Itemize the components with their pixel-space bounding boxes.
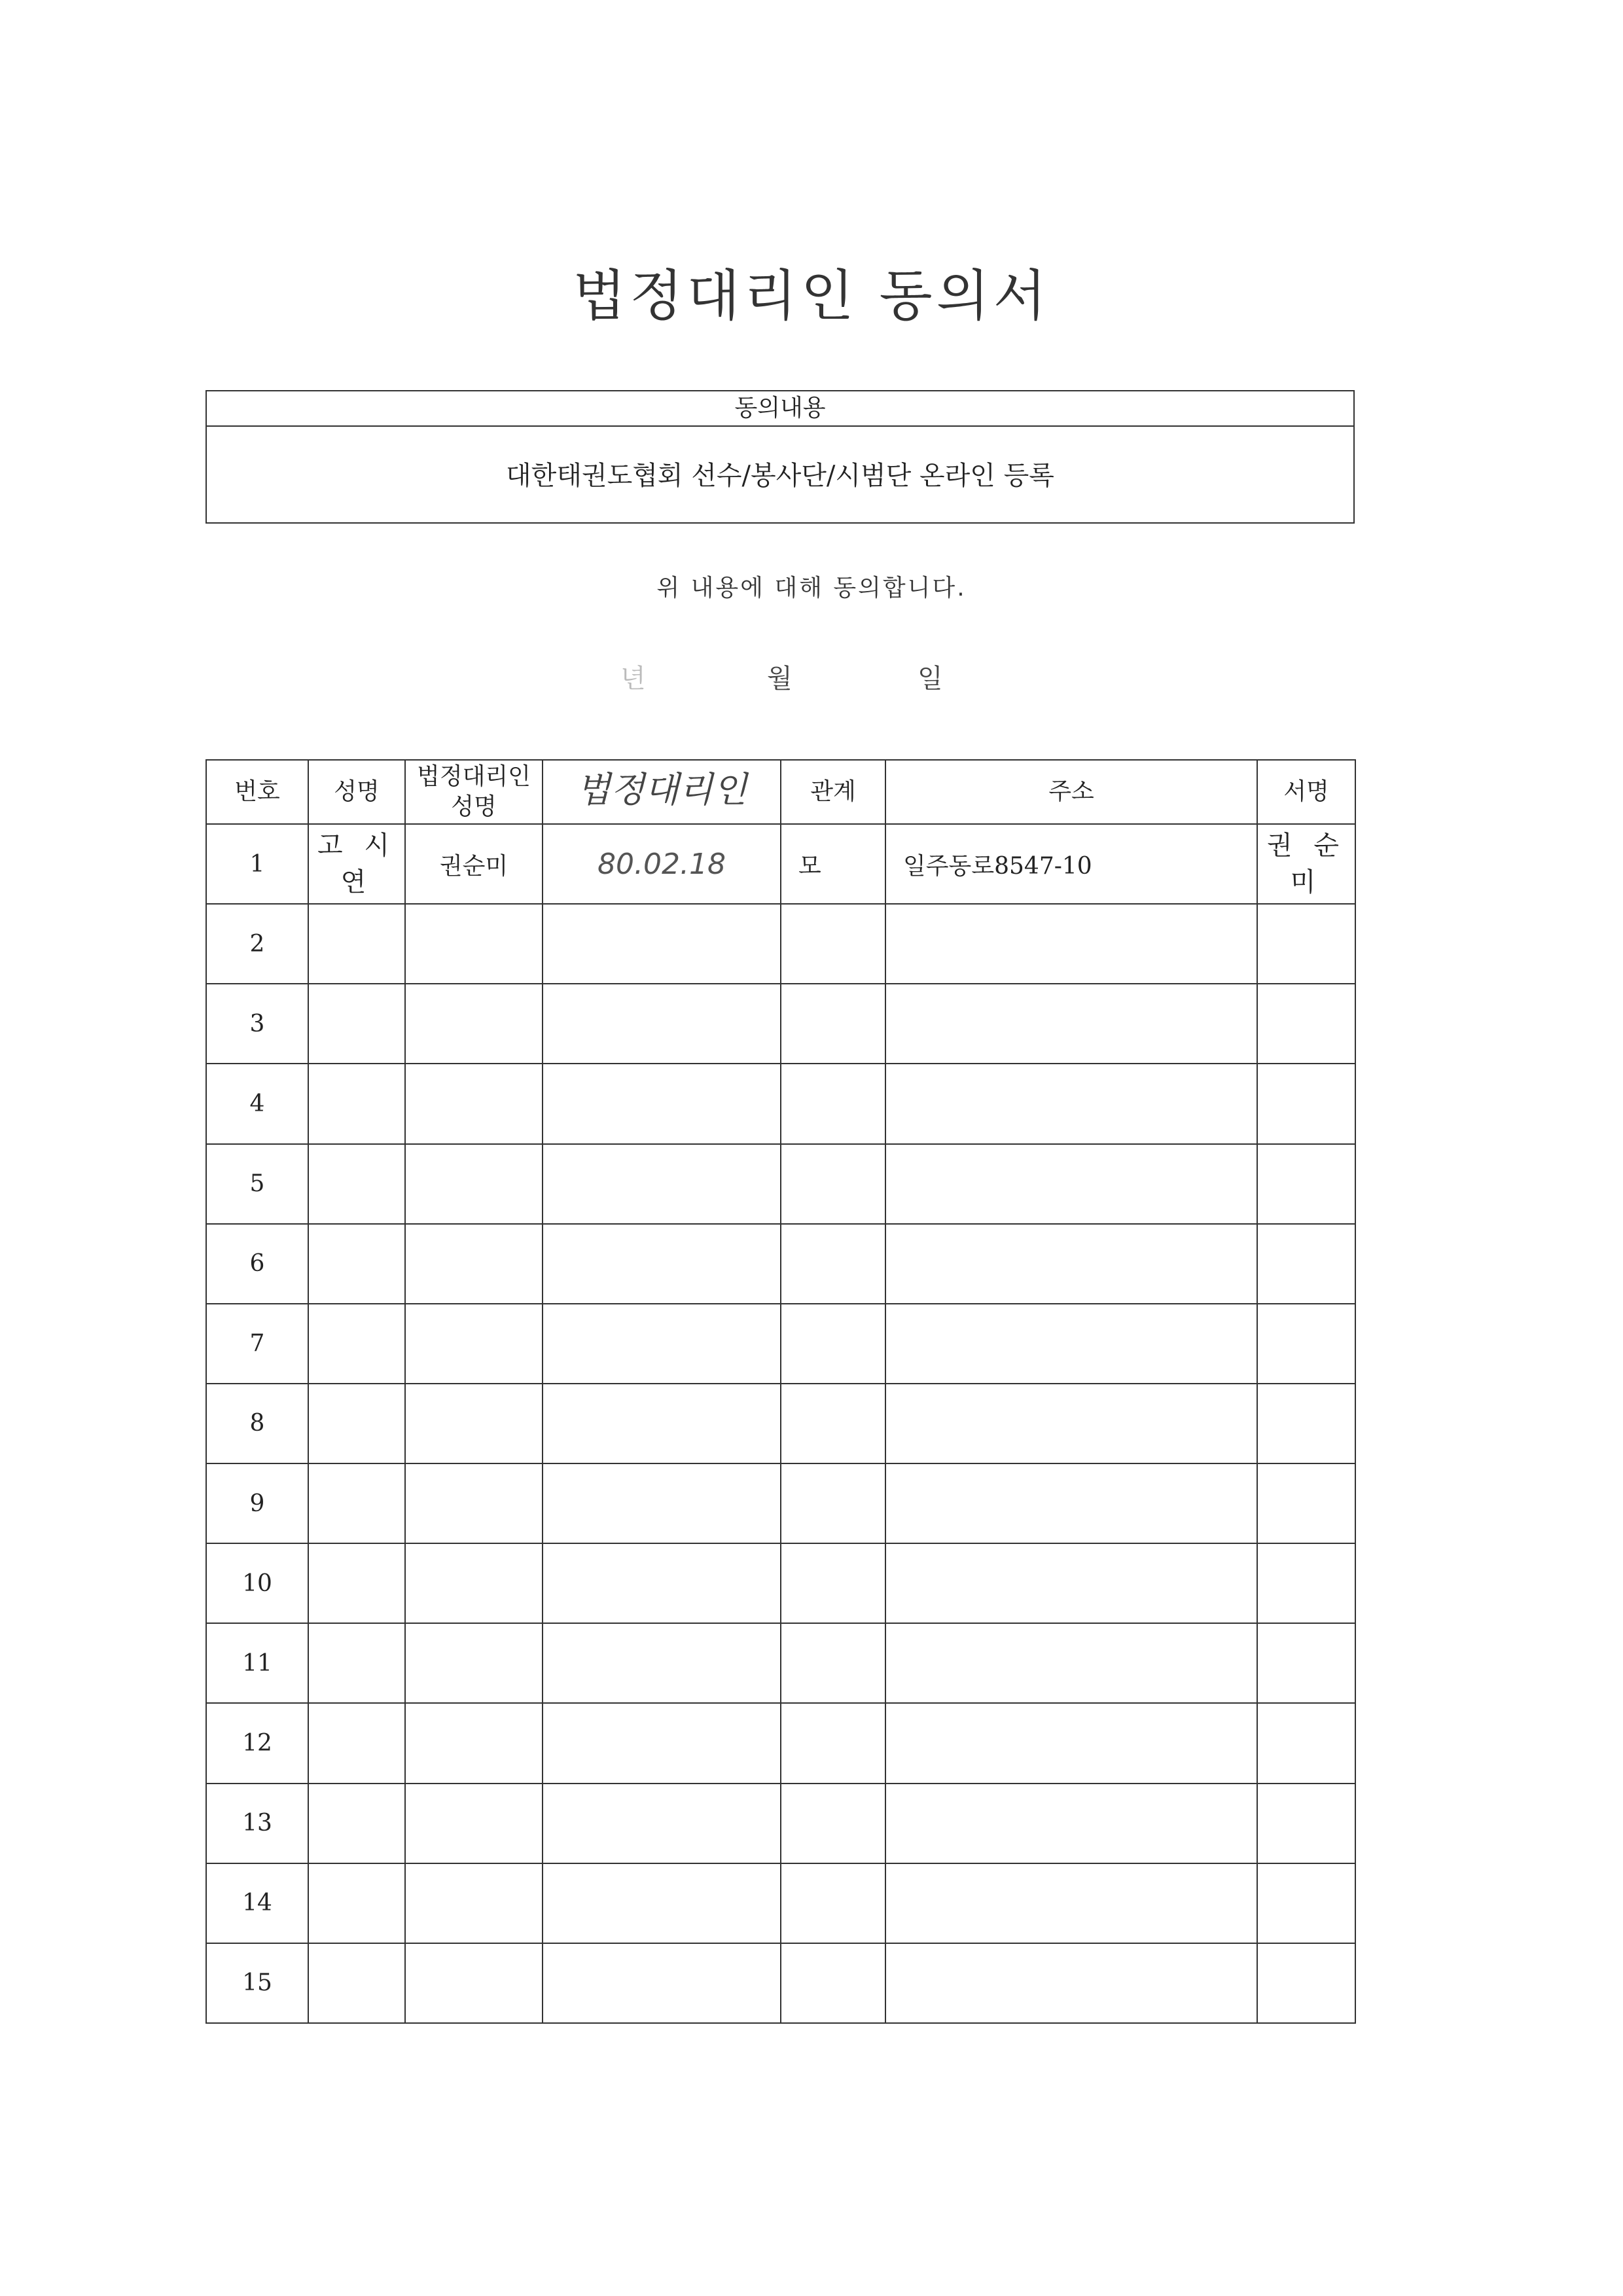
cell-relation (781, 1703, 885, 1783)
consent-header: 동의내용 (207, 391, 1353, 427)
cell-rep-name (405, 1463, 543, 1543)
table-row (206, 1224, 1355, 1304)
cell-signature (1257, 1543, 1355, 1623)
date-day-label: 일 (918, 664, 943, 694)
header-signature: 서명 (1257, 760, 1355, 824)
header-no: 번호 (206, 760, 308, 824)
table-row (206, 824, 1355, 904)
cell-signature (1257, 1463, 1355, 1543)
header-name: 성명 (308, 760, 405, 824)
cell-name (308, 984, 405, 1064)
cell-address (885, 1784, 1257, 1863)
cell-no: 1 (206, 824, 308, 904)
cell-signature (1257, 1863, 1355, 1943)
cell-relation (781, 1784, 885, 1863)
cell-relation (781, 1543, 885, 1623)
cell-address (885, 1463, 1257, 1543)
cell-rep-birth: 80.02.18 (543, 824, 781, 904)
cell-no: 13 (206, 1784, 308, 1863)
cell-name (308, 904, 405, 984)
cell-signature (1257, 1224, 1355, 1304)
header-rep-birth (543, 760, 781, 824)
table-row (206, 1623, 1355, 1703)
date-month-label: 월 (767, 664, 793, 694)
table-row (206, 984, 1355, 1064)
cell-no: 6 (206, 1224, 308, 1304)
cell-name (308, 1224, 405, 1304)
cell-relation (781, 1064, 885, 1143)
cell-relation (781, 1863, 885, 1943)
table-header-row (206, 760, 1355, 824)
table-row (206, 1784, 1355, 1863)
page-title: 법정대리인 동의서 (573, 264, 1050, 328)
header-rep-birth-label: 법정대리인 (576, 768, 747, 810)
cell-address (885, 1304, 1257, 1384)
cell-name (308, 1703, 405, 1783)
table-row (206, 1463, 1355, 1543)
cell-no: 9 (206, 1463, 308, 1543)
cell-name (308, 1463, 405, 1543)
table-row (206, 1943, 1355, 2023)
table-row (206, 1543, 1355, 1623)
cell-no: 14 (206, 1863, 308, 1943)
cell-signature (1257, 1384, 1355, 1463)
cell-signature: 권 순 미 (1257, 824, 1355, 904)
cell-rep-name (405, 1863, 543, 1943)
cell-name (308, 1543, 405, 1623)
cell-address (885, 1703, 1257, 1783)
cell-name (308, 1144, 405, 1224)
header-relation: 관계 (781, 760, 885, 824)
cell-name: 고 시 연 (308, 824, 405, 904)
cell-signature (1257, 984, 1355, 1064)
cell-name (308, 1863, 405, 1943)
cell-signature (1257, 1144, 1355, 1224)
cell-rep-birth (543, 1543, 781, 1623)
cell-rep-name (405, 1943, 543, 2023)
table-row (206, 1064, 1355, 1143)
cell-rep-birth (543, 1784, 781, 1863)
cell-signature (1257, 904, 1355, 984)
cell-rep-name (405, 1623, 543, 1703)
table-row (206, 1304, 1355, 1384)
table-row (206, 904, 1355, 984)
cell-rep-birth (543, 984, 781, 1064)
cell-no: 7 (206, 1304, 308, 1384)
representative-table (205, 759, 1356, 2024)
cell-signature (1257, 1943, 1355, 2023)
cell-name (308, 1623, 405, 1703)
table-row (206, 1144, 1355, 1224)
cell-rep-birth (543, 904, 781, 984)
cell-relation (781, 1304, 885, 1384)
cell-name (308, 1304, 405, 1384)
cell-relation (781, 1943, 885, 2023)
table-body (206, 824, 1355, 2023)
cell-rep-birth (543, 1384, 781, 1463)
cell-relation (781, 1144, 885, 1224)
cell-signature (1257, 1784, 1355, 1863)
cell-relation (781, 1623, 885, 1703)
cell-rep-birth (543, 1943, 781, 2023)
cell-no: 11 (206, 1623, 308, 1703)
table-row (206, 1384, 1355, 1463)
cell-rep-birth (543, 1703, 781, 1783)
cell-name (308, 1064, 405, 1143)
date-year-label: 년 (620, 664, 646, 694)
cell-no: 15 (206, 1943, 308, 2023)
cell-signature (1257, 1703, 1355, 1783)
cell-no: 12 (206, 1703, 308, 1783)
cell-relation (781, 984, 885, 1064)
cell-name (308, 1384, 405, 1463)
cell-relation (781, 904, 885, 984)
cell-rep-name (405, 1543, 543, 1623)
cell-relation (781, 1384, 885, 1463)
cell-address (885, 1943, 1257, 2023)
consent-box (205, 390, 1355, 524)
cell-no: 8 (206, 1384, 308, 1463)
cell-relation (781, 1463, 885, 1543)
header-rep-name: 법정대리인 성명 (405, 760, 543, 824)
cell-address (885, 904, 1257, 984)
cell-rep-birth (543, 1463, 781, 1543)
cell-signature (1257, 1304, 1355, 1384)
table-row (206, 1863, 1355, 1943)
cell-rep-name (405, 1384, 543, 1463)
cell-address (885, 1384, 1257, 1463)
cell-rep-name (405, 1703, 543, 1783)
cell-rep-birth (543, 1144, 781, 1224)
cell-address (885, 1623, 1257, 1703)
cell-address: 일주동로8547-10 (885, 824, 1257, 904)
cell-relation (781, 1224, 885, 1304)
cell-rep-name (405, 1784, 543, 1863)
cell-rep-birth (543, 1304, 781, 1384)
cell-relation: 모 (781, 824, 885, 904)
cell-no: 5 (206, 1144, 308, 1224)
cell-rep-birth (543, 1064, 781, 1143)
table-row (206, 1703, 1355, 1783)
cell-rep-name (405, 1144, 543, 1224)
cell-rep-name (405, 1064, 543, 1143)
cell-rep-birth (543, 1863, 781, 1943)
cell-address (885, 1863, 1257, 1943)
agreement-statement: 위 내용에 대해 동의합니다. (656, 575, 967, 601)
cell-no: 3 (206, 984, 308, 1064)
cell-rep-name (405, 904, 543, 984)
cell-address (885, 1543, 1257, 1623)
cell-signature (1257, 1064, 1355, 1143)
cell-rep-name (405, 1224, 543, 1304)
cell-rep-name (405, 1304, 543, 1384)
cell-rep-name (405, 984, 543, 1064)
cell-name (308, 1784, 405, 1863)
cell-address (885, 984, 1257, 1064)
cell-address (885, 1064, 1257, 1143)
cell-no: 4 (206, 1064, 308, 1143)
cell-name (308, 1943, 405, 2023)
cell-rep-birth (543, 1623, 781, 1703)
cell-rep-birth (543, 1224, 781, 1304)
cell-no: 2 (206, 904, 308, 984)
cell-no: 10 (206, 1543, 308, 1623)
consent-body: 대한태권도협회 선수/봉사단/시범단 온라인 등록 (506, 461, 1054, 491)
header-address: 주소 (885, 760, 1257, 824)
cell-signature (1257, 1623, 1355, 1703)
cell-address (885, 1224, 1257, 1304)
cell-address (885, 1144, 1257, 1224)
cell-rep-name: 권순미 (405, 824, 543, 904)
